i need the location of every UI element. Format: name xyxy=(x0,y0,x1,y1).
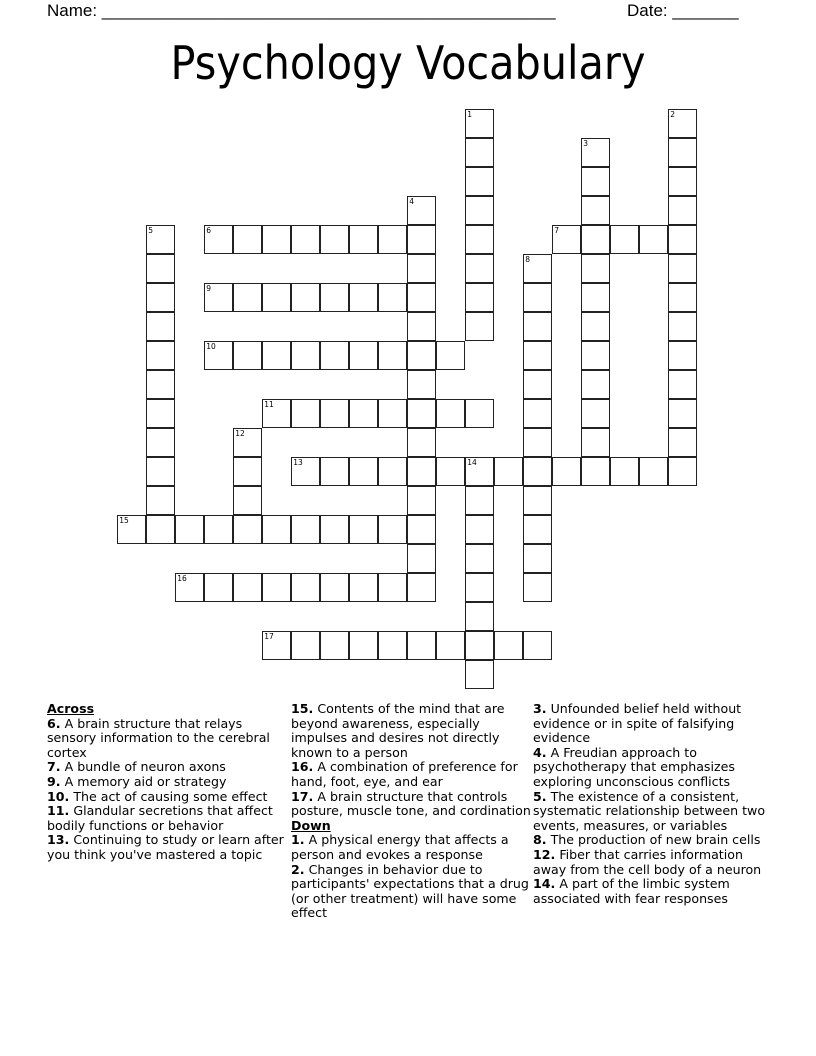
grid-cell[interactable] xyxy=(668,341,697,370)
grid-cell[interactable] xyxy=(523,515,552,544)
grid-cell[interactable] xyxy=(262,225,291,254)
grid-cell[interactable] xyxy=(668,283,697,312)
clue-item-text: The existence of a consistent, systematic relationship between two events, measures, or variables xyxy=(533,788,766,833)
grid-cell[interactable] xyxy=(320,283,349,312)
clue-item-number: 6. xyxy=(47,715,61,731)
clue-number: 7 xyxy=(554,226,560,236)
clue-item xyxy=(533,848,773,877)
grid-cell[interactable] xyxy=(465,515,494,544)
clue-item-text: A brain structure that controls posture, muscle tone, and cordination xyxy=(291,788,531,819)
grid-cell[interactable] xyxy=(523,370,552,399)
grid-cell[interactable] xyxy=(465,631,494,660)
grid-cell[interactable] xyxy=(668,138,697,167)
grid-cell[interactable] xyxy=(262,631,291,660)
grid-cell[interactable] xyxy=(378,631,407,660)
clue-number: 17 xyxy=(264,632,274,642)
grid-cell[interactable] xyxy=(581,283,610,312)
clue-item-text: Contents of the mind that are beyond awareness, especially impulses and desires not directly known to a person xyxy=(291,701,505,760)
grid-cell[interactable] xyxy=(407,428,436,457)
grid-cell[interactable] xyxy=(436,341,465,370)
name-field[interactable]: Name: ________________________________________________ xyxy=(47,1,556,20)
grid-cell[interactable] xyxy=(465,196,494,225)
clue-item xyxy=(533,833,773,848)
grid-cell[interactable] xyxy=(349,283,378,312)
grid-cell[interactable] xyxy=(610,457,639,486)
grid-cell[interactable] xyxy=(349,399,378,428)
grid-cell[interactable] xyxy=(349,631,378,660)
grid-cell[interactable] xyxy=(233,515,262,544)
grid-cell[interactable] xyxy=(407,486,436,515)
grid-cell[interactable] xyxy=(581,167,610,196)
clue-item-number: 7. xyxy=(47,759,61,775)
grid-cell[interactable] xyxy=(523,312,552,341)
grid-cell[interactable] xyxy=(407,457,436,486)
clue-item-number: 8. xyxy=(533,832,547,848)
grid-cell[interactable] xyxy=(465,312,494,341)
clue-item-text: Unfounded belief held without evidence or in spite of falsifying evidence xyxy=(533,701,742,746)
grid-cell[interactable] xyxy=(494,631,523,660)
clue-number: 6 xyxy=(206,226,212,236)
grid-cell[interactable] xyxy=(465,109,494,138)
grid-cell[interactable] xyxy=(378,399,407,428)
grid-cell[interactable] xyxy=(233,486,262,515)
grid-cell[interactable] xyxy=(581,254,610,283)
clue-item-text: A brain structure that relays sensory information to the cerebral cortex xyxy=(47,715,270,760)
clue-number: 8 xyxy=(525,255,531,265)
grid-cell[interactable] xyxy=(668,399,697,428)
grid-cell[interactable] xyxy=(320,573,349,602)
grid-cell[interactable] xyxy=(581,457,610,486)
clue-item-text: Changes in behavior due to participants' expectations that a drug (or other treatment) will have some effect xyxy=(291,861,529,921)
grid-cell[interactable] xyxy=(523,544,552,573)
grid-cell[interactable] xyxy=(465,544,494,573)
clue-item-text: Glandular secretions that affect bodily functions or behavior xyxy=(47,803,273,833)
grid-cell[interactable] xyxy=(523,428,552,457)
grid-cell[interactable] xyxy=(175,573,204,602)
clue-item xyxy=(47,760,287,775)
grid-cell[interactable] xyxy=(552,225,581,254)
grid-cell[interactable] xyxy=(581,341,610,370)
grid-cell[interactable] xyxy=(320,399,349,428)
clue-item xyxy=(291,833,531,862)
grid-cell[interactable] xyxy=(407,573,436,602)
grid-cell[interactable] xyxy=(407,341,436,370)
grid-cell[interactable] xyxy=(320,341,349,370)
clue-item-number: 17. xyxy=(291,788,314,804)
grid-cell[interactable] xyxy=(291,457,320,486)
clue-item xyxy=(291,863,531,921)
grid-cell[interactable] xyxy=(204,341,233,370)
date-field[interactable]: Date: _______ xyxy=(627,1,739,20)
grid-cell[interactable] xyxy=(320,631,349,660)
grid-cell[interactable] xyxy=(291,399,320,428)
clue-item-text: The production of new brain cells xyxy=(550,832,761,848)
grid-cell[interactable] xyxy=(668,370,697,399)
grid-cell[interactable] xyxy=(407,283,436,312)
grid-cell[interactable] xyxy=(233,341,262,370)
across-heading: Across xyxy=(47,701,95,716)
clue-item-number: 3. xyxy=(533,701,547,716)
grid-cell[interactable] xyxy=(523,573,552,602)
grid-cell[interactable] xyxy=(668,225,697,254)
clues-column-2 xyxy=(291,702,531,921)
clue-number: 15 xyxy=(119,516,129,526)
grid-cell[interactable] xyxy=(581,370,610,399)
grid-cell[interactable] xyxy=(291,225,320,254)
grid-cell[interactable] xyxy=(668,254,697,283)
grid-cell[interactable] xyxy=(146,457,175,486)
grid-cell[interactable] xyxy=(262,515,291,544)
grid-cell[interactable] xyxy=(146,370,175,399)
clue-item xyxy=(47,717,287,761)
clue-item-number: 4. xyxy=(533,744,547,760)
grid-cell[interactable] xyxy=(146,283,175,312)
clue-item-number: 12. xyxy=(533,846,556,862)
clue-item xyxy=(47,833,287,862)
grid-cell[interactable] xyxy=(465,283,494,312)
clue-number: 16 xyxy=(177,574,187,584)
grid-cell[interactable] xyxy=(291,341,320,370)
grid-cell[interactable] xyxy=(407,312,436,341)
clue-number: 3 xyxy=(583,139,589,149)
grid-cell[interactable] xyxy=(552,457,581,486)
grid-cell[interactable] xyxy=(465,486,494,515)
clue-number: 4 xyxy=(409,197,415,207)
grid-cell[interactable] xyxy=(407,399,436,428)
grid-cell[interactable] xyxy=(146,515,175,544)
grid-cell[interactable] xyxy=(407,225,436,254)
grid-cell[interactable] xyxy=(465,225,494,254)
clue-item-text: A part of the limbic system associated with fear responses xyxy=(533,876,730,906)
grid-cell[interactable] xyxy=(465,602,494,631)
grid-cell[interactable] xyxy=(581,138,610,167)
clue-item-number: 15. xyxy=(291,701,314,716)
grid-cell[interactable] xyxy=(523,341,552,370)
grid-cell[interactable] xyxy=(378,341,407,370)
grid-cell[interactable] xyxy=(668,428,697,457)
clue-item-number: 14. xyxy=(533,876,556,892)
grid-cell[interactable] xyxy=(378,573,407,602)
clue-number: 11 xyxy=(264,400,274,410)
grid-cell[interactable] xyxy=(639,457,668,486)
clue-item xyxy=(47,790,287,805)
grid-cell[interactable] xyxy=(407,370,436,399)
clue-item xyxy=(47,775,287,790)
clue-item xyxy=(291,702,531,760)
clue-item-text: A memory aid or strategy xyxy=(64,773,227,789)
grid-cell[interactable] xyxy=(262,573,291,602)
clue-item xyxy=(291,790,531,819)
clue-number: 13 xyxy=(293,458,303,468)
grid-cell[interactable] xyxy=(233,457,262,486)
grid-cell[interactable] xyxy=(349,457,378,486)
clue-item-text: A physical energy that affects a person and evokes a response xyxy=(291,832,509,862)
grid-cell[interactable] xyxy=(320,225,349,254)
grid-cell[interactable] xyxy=(204,573,233,602)
grid-cell[interactable] xyxy=(146,254,175,283)
grid-cell[interactable] xyxy=(465,138,494,167)
clue-item xyxy=(47,804,287,833)
clue-number: 12 xyxy=(235,429,245,439)
grid-cell[interactable] xyxy=(407,254,436,283)
clue-item xyxy=(533,702,773,746)
grid-cell[interactable] xyxy=(407,544,436,573)
grid-cell[interactable] xyxy=(639,225,668,254)
grid-cell[interactable] xyxy=(378,515,407,544)
grid-cell[interactable] xyxy=(204,225,233,254)
grid-cell[interactable] xyxy=(668,167,697,196)
grid-cell[interactable] xyxy=(233,225,262,254)
clue-item-text: Continuing to study or learn after you think you've mastered a topic xyxy=(47,832,284,862)
grid-cell[interactable] xyxy=(291,515,320,544)
clue-number: 5 xyxy=(148,226,154,236)
clue-item-text: A bundle of neuron axons xyxy=(64,759,226,775)
grid-cell[interactable] xyxy=(465,167,494,196)
grid-cell[interactable] xyxy=(465,254,494,283)
grid-cell[interactable] xyxy=(523,631,552,660)
clue-item xyxy=(533,746,773,790)
grid-cell[interactable] xyxy=(668,312,697,341)
grid-cell[interactable] xyxy=(523,486,552,515)
grid-cell[interactable] xyxy=(436,399,465,428)
clue-number: 2 xyxy=(670,110,676,120)
grid-cell[interactable] xyxy=(581,428,610,457)
clue-number: 10 xyxy=(206,342,216,352)
grid-cell[interactable] xyxy=(320,457,349,486)
clue-number: 1 xyxy=(467,110,473,120)
grid-cell[interactable] xyxy=(668,457,697,486)
grid-cell[interactable] xyxy=(523,254,552,283)
grid-cell[interactable] xyxy=(465,573,494,602)
grid-cell[interactable] xyxy=(233,283,262,312)
grid-cell[interactable] xyxy=(378,457,407,486)
clue-item xyxy=(291,760,531,789)
grid-cell[interactable] xyxy=(465,457,494,486)
grid-cell[interactable] xyxy=(146,428,175,457)
grid-cell[interactable] xyxy=(523,283,552,312)
grid-cell[interactable] xyxy=(465,399,494,428)
grid-cell[interactable] xyxy=(465,660,494,689)
clue-item-number: 2. xyxy=(291,861,305,877)
grid-cell[interactable] xyxy=(494,457,523,486)
clue-item-number: 1. xyxy=(291,832,305,848)
grid-cell[interactable] xyxy=(407,196,436,225)
grid-cell[interactable] xyxy=(233,428,262,457)
grid-cell[interactable] xyxy=(117,515,146,544)
grid-cell[interactable] xyxy=(291,283,320,312)
grid-cell[interactable] xyxy=(581,312,610,341)
clue-item xyxy=(533,790,773,834)
grid-cell[interactable] xyxy=(581,399,610,428)
clue-item-number: 10. xyxy=(47,788,70,804)
grid-cell[interactable] xyxy=(204,515,233,544)
grid-cell[interactable] xyxy=(581,225,610,254)
grid-cell[interactable] xyxy=(233,573,262,602)
grid-cell[interactable] xyxy=(146,312,175,341)
grid-cell[interactable] xyxy=(581,196,610,225)
clue-item-text: A Freudian approach to psychotherapy that emphasizes exploring unconscious conflicts xyxy=(533,744,735,789)
clues-column-1 xyxy=(47,702,287,863)
clue-item-number: 13. xyxy=(47,832,70,848)
clues-column-3 xyxy=(533,702,773,906)
grid-cell[interactable] xyxy=(436,631,465,660)
grid-cell[interactable] xyxy=(146,399,175,428)
grid-cell[interactable] xyxy=(610,225,639,254)
grid-cell[interactable] xyxy=(146,341,175,370)
grid-cell[interactable] xyxy=(523,399,552,428)
grid-cell[interactable] xyxy=(262,283,291,312)
clue-item-text: The act of causing some effect xyxy=(73,788,268,804)
grid-cell[interactable] xyxy=(378,283,407,312)
grid-cell[interactable] xyxy=(523,457,552,486)
grid-cell[interactable] xyxy=(349,225,378,254)
grid-cell[interactable] xyxy=(349,515,378,544)
grid-cell[interactable] xyxy=(378,225,407,254)
grid-cell[interactable] xyxy=(320,515,349,544)
clue-item-text: Fiber that carries information away from the cell body of a neuron xyxy=(533,846,762,877)
page-title: Psychology Vocabulary xyxy=(170,36,646,90)
grid-cell[interactable] xyxy=(146,225,175,254)
clue-item-number: 16. xyxy=(291,759,314,775)
grid-cell[interactable] xyxy=(407,515,436,544)
clue-item-number: 5. xyxy=(533,788,547,804)
clue-number: 9 xyxy=(206,284,212,294)
grid-cell[interactable] xyxy=(291,573,320,602)
clue-item-text: A combination of preference for hand, foot, eye, and ear xyxy=(291,759,518,789)
grid-cell[interactable] xyxy=(349,341,378,370)
clue-number: 14 xyxy=(467,458,477,468)
grid-cell[interactable] xyxy=(146,486,175,515)
grid-cell[interactable] xyxy=(204,283,233,312)
grid-cell[interactable] xyxy=(349,573,378,602)
grid-cell[interactable] xyxy=(436,457,465,486)
clue-item-number: 9. xyxy=(47,773,61,789)
grid-cell[interactable] xyxy=(668,109,697,138)
clue-item xyxy=(533,877,773,906)
down-heading: Down xyxy=(291,817,331,833)
grid-cell[interactable] xyxy=(262,341,291,370)
grid-cell[interactable] xyxy=(291,631,320,660)
clue-item-number: 11. xyxy=(47,803,70,819)
grid-cell[interactable] xyxy=(407,631,436,660)
grid-cell[interactable] xyxy=(175,515,204,544)
grid-cell[interactable] xyxy=(668,196,697,225)
grid-cell[interactable] xyxy=(262,399,291,428)
